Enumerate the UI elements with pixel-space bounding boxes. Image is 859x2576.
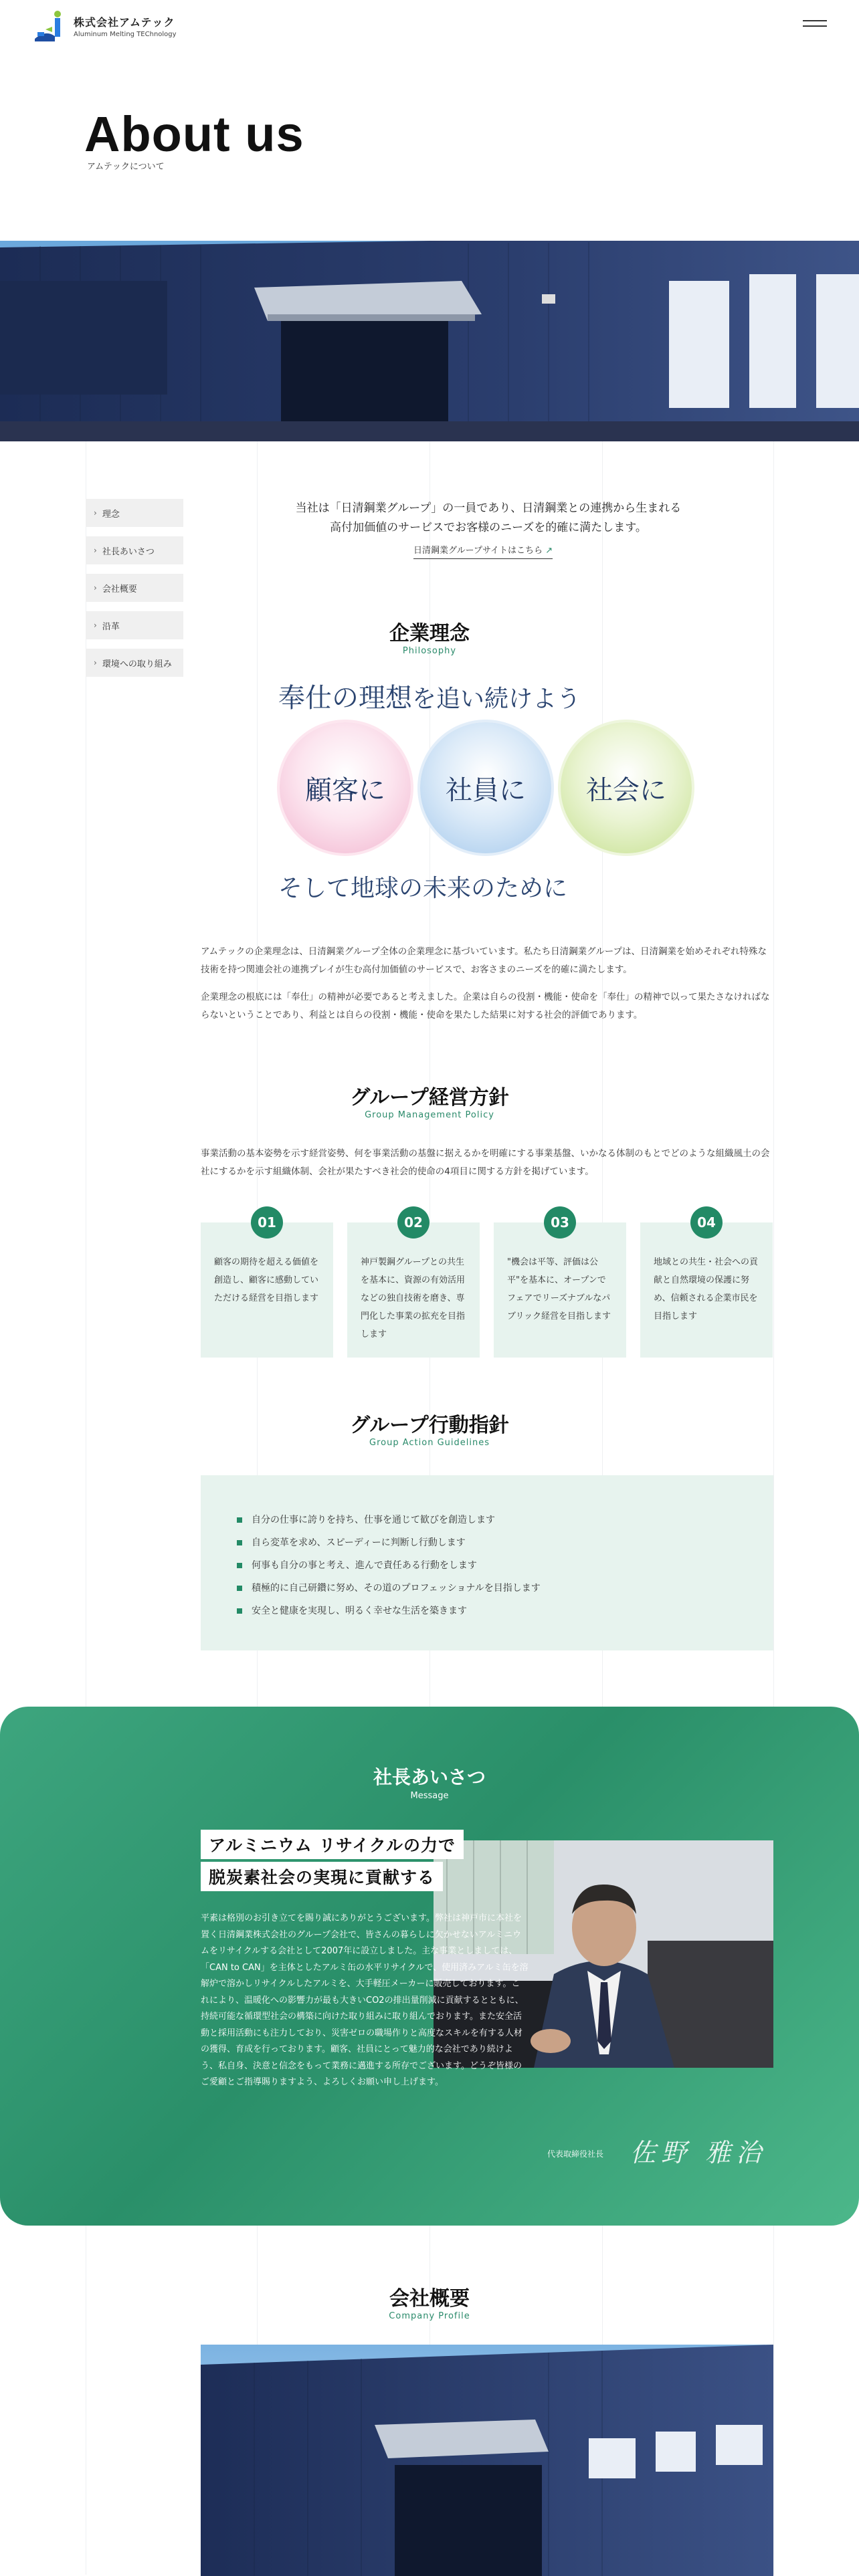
guidelines-subtitle: Group Action Guidelines: [369, 1438, 490, 1448]
guidelines-title: グループ行動指針: [350, 1414, 509, 1437]
guideline-item: 積極的に自己研鑽に努め、その道のプロフェッショナルを目指します: [237, 1577, 541, 1600]
policy-card-3: [494, 1214, 626, 1358]
message-body: 平素は格別のお引き立てを賜り誠にありがとうございます。弊社は神戸市に本社を置く日清鋼業株式会社のグループ会社で、皆さんの暮らしに欠かせないアルミニウムをリサイクルする会社として2007年に設立しました。主な事業としましては、「CAN to CAN」を主体としたアルミ缶の水平リサイクルで、使用済みアルミ缶を溶解炉で溶かしリサイクルしたアルミを、大手軽圧メーカーに販売しております。これにより、温暖化への影響力が最も大きいCO2の排出量削減に貢献するとともに、持続可能な循環型社会の構築に向けた取り組みに取り組んでおります。また安全活動と採用活動にも注力しており、災害ゼロの職場作りと高度なスキルを有する人材の獲得、育成を行っております。顧客、社員にとって魅力的な会社であり続けよう、私自身、決意と信念をもって業務に邁進する所存でございます。どうぞ皆様のご愛顧とご指導賜りますよう、よろしくお願い申し上げます。: [201, 1913, 529, 2087]
philosophy-subtitle: Philosophy: [402, 646, 457, 656]
page-title: About us: [84, 106, 304, 162]
guideline-item: 安全と健康を実現し、明るく幸せな生活を築きます: [237, 1600, 541, 1622]
company-name-en: Aluminum Melting TEChnology: [74, 31, 177, 38]
intro-line-1: 当社は「日清鋼業グループ」の一員であり、日清鋼業との連携から生まれる: [295, 502, 682, 515]
side-navigation: [86, 499, 183, 686]
motto-bottom: そして地球の未来のために: [278, 875, 568, 902]
guideline-item: 自ら変革を求め、スピーディーに判断し行動します: [237, 1531, 541, 1554]
circle-customer: 顧客に: [280, 722, 411, 853]
site-logo[interactable]: [32, 9, 177, 43]
intro-text: [201, 499, 776, 538]
philosophy-para-1: アムテックの企業理念は、日清鋼業グループ全体の企業理念に基づいています。私たち日清鋼業グループは、日清鋼業を始めそれぞれ特殊な技術を持つ関連会社の連携プレイが生む高付加価値のサービスで、お客さまのニーズを的確に満たします。: [201, 946, 767, 975]
philosophy-title: 企業理念: [389, 622, 470, 645]
policy-card-text: 顧客の期待を超える価値を創造し、顧客に感動していただける経営を目指します: [214, 1257, 319, 1303]
philosophy-para-2: 企業理念の根底には「奉仕」の精神が必要であると考えました。企業は自らの役割・機能・使命を「奉仕」の精神で以って果たさなければならないということであり、利益とは自らの役割・機能・使命を果たした結果に対する社会的評価であります。: [201, 992, 770, 1021]
hamburger-icon[interactable]: [803, 20, 830, 35]
message-subtitle: Message: [410, 1791, 449, 1801]
profile-subtitle: Company Profile: [389, 2311, 470, 2321]
policy-card-text: "機会は平等、評価は公平"を基本に、オープンでフェアでリーズナブルなパブリック経営を目指します: [507, 1257, 611, 1321]
policy-card-1: [201, 1214, 333, 1358]
company-building-image: [201, 2345, 773, 2576]
group-site-link-label: 日清鋼業グループサイトはこちら: [413, 546, 543, 556]
policy-card-number: 04: [690, 1206, 723, 1239]
policy-intro: 事業活動の基本姿勢を示す経営姿勢、何を事業活動の基盤に据えるかを明確にする事業基盤、いかなる体制のもとでどのような組織風土の会社にするかを示す組織体制、会社が果たすべき社会的使命の4項目に関する方針を掲げています。: [201, 1148, 770, 1177]
grid-line: [773, 441, 774, 2575]
circle-society: 社会に: [561, 722, 692, 853]
sidenav-item-message[interactable]: › 社長あいさつ: [86, 536, 183, 564]
motto-top-rest: を追い続けよう: [412, 685, 581, 713]
policy-card-4: [640, 1214, 773, 1358]
company-name: 株式会社アムテック: [74, 16, 175, 29]
policy-card-2: [347, 1214, 480, 1358]
policy-card-number: 03: [544, 1206, 576, 1239]
sidenav-item-history[interactable]: › 沿革: [86, 611, 183, 639]
logo-mark-icon: [32, 9, 67, 43]
policy-subtitle: Group Management Policy: [365, 1110, 494, 1120]
motto-top: [278, 677, 581, 715]
sidenav-item-philosophy[interactable]: › 理念: [86, 499, 183, 527]
profile-title: 会社概要: [389, 2287, 470, 2311]
sidenav-item-profile[interactable]: › 会社概要: [86, 574, 183, 602]
message-title: 社長あいさつ: [373, 1766, 486, 1788]
policy-card-text: 神戸製鋼グループとの共生を基本に、資源の有効活用などの独自技術を磨き、専門化した事業の拡充を目指します: [361, 1257, 466, 1339]
message-catch-1: アルミニウム リサイクルの力で: [201, 1830, 464, 1859]
guideline-item: 自分の仕事に誇りを持ち、仕事を通じて歓びを創造します: [237, 1509, 541, 1531]
policy-card-number: 02: [397, 1206, 430, 1239]
guidelines-box: [201, 1475, 773, 1650]
policy-card-number: 01: [251, 1206, 283, 1239]
president-signature: 佐野 雅治: [630, 2138, 767, 2167]
policy-card-text: 地域との共生・社会への貢献と自然環境の保護に努め、信頼される企業市民を目指します: [654, 1257, 759, 1321]
external-link-icon: ↗: [545, 546, 553, 556]
motto-top-strong: 奉仕の理想: [278, 683, 412, 714]
page-subtitle: アムテックについて: [87, 162, 165, 172]
hero-factory-image: [0, 241, 859, 441]
president-role: 代表取締役社長: [547, 2149, 604, 2159]
policy-title: グループ経営方針: [350, 1086, 509, 1109]
message-catch-2: 脱炭素社会の実現に貢献する: [201, 1862, 443, 1891]
sidenav-item-environment[interactable]: › 環境への取り組み: [86, 649, 183, 677]
circle-employee: 社員に: [420, 722, 551, 853]
guideline-item: 何事も自分の事と考え、進んで責任ある行動をします: [237, 1554, 541, 1577]
intro-line-2: 高付加価値のサービスでお客様のニーズを的確に満たします。: [330, 521, 647, 534]
group-site-link[interactable]: [413, 543, 553, 559]
